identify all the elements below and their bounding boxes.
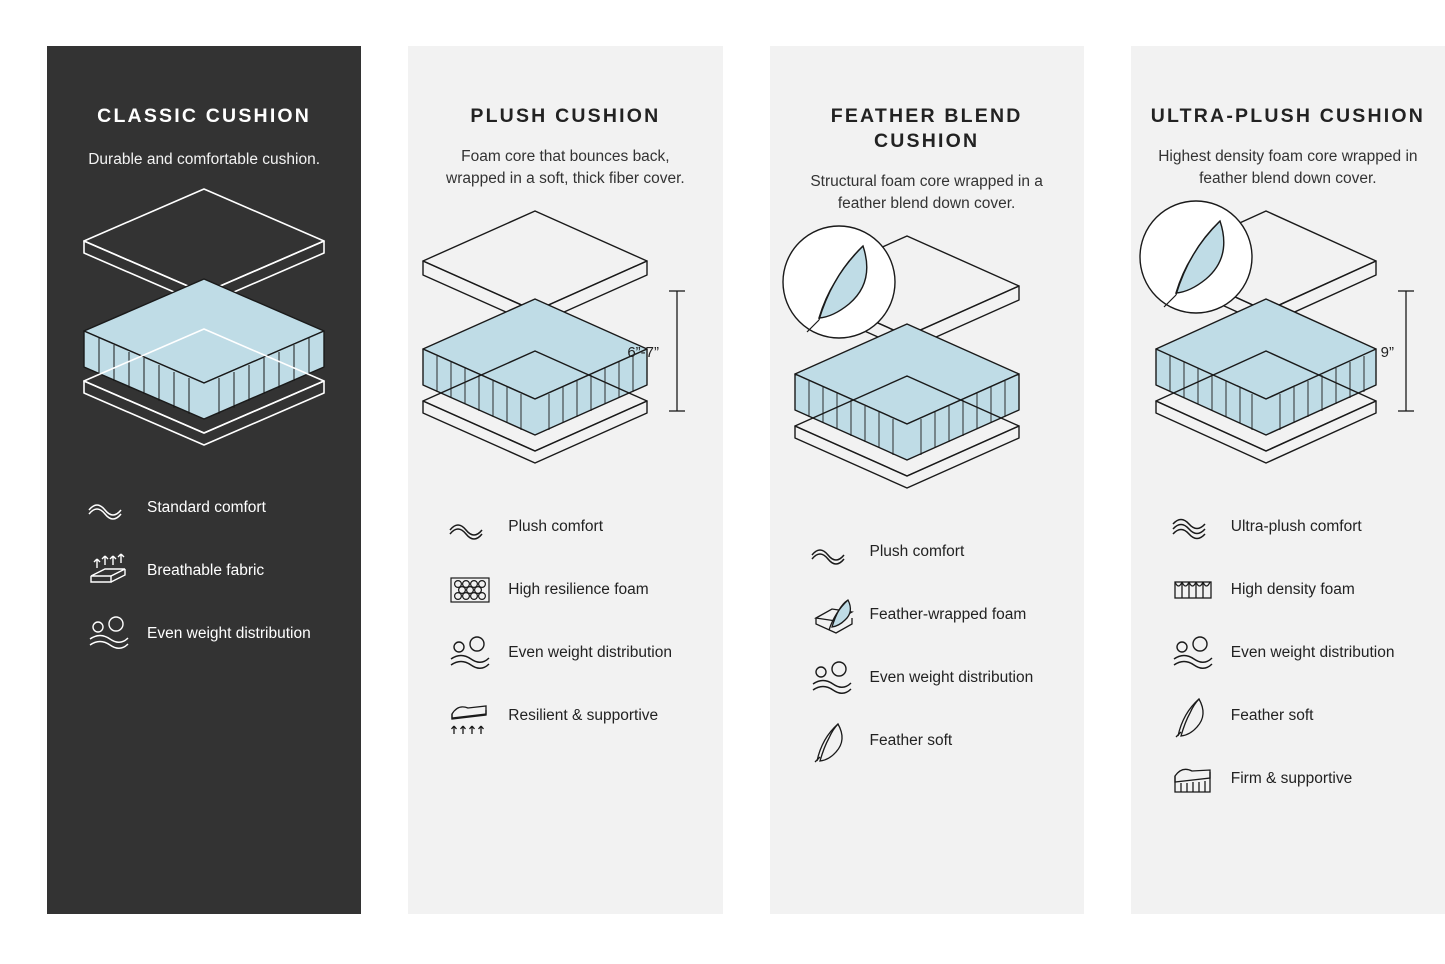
- weight-distribution-icon: [446, 633, 508, 673]
- feature-label: Resilient & supportive: [508, 707, 659, 725]
- cushion-card-classic[interactable]: [47, 46, 361, 914]
- feature-label: Plush comfort: [508, 518, 604, 536]
- list-item: [85, 548, 341, 592]
- page-title: PLUSH CUSHION: [470, 105, 661, 127]
- card-description: Foam core that bounces back, wrapped in a soft, thick fiber cover.: [446, 147, 685, 188]
- list-item: [808, 530, 1064, 574]
- weight-distribution-icon: [808, 658, 870, 698]
- list-item: [808, 719, 1064, 763]
- dimension-label: 9”: [1380, 343, 1394, 361]
- cushion-card-ultra-plush[interactable]: [1131, 46, 1445, 914]
- cushion-diagram-classic: [47, 179, 361, 479]
- wave-icon: [1169, 512, 1231, 542]
- high-density-foam-icon: [1169, 572, 1231, 608]
- list-item: [446, 694, 702, 738]
- feature-label: Feather-wrapped foam: [869, 606, 1027, 624]
- list-item: [808, 593, 1064, 637]
- list-item: [1169, 694, 1425, 738]
- list-item: [1169, 631, 1425, 675]
- feature-label: Feather soft: [869, 732, 953, 750]
- feather-wrapped-foam-icon: [808, 594, 870, 636]
- feature-label: Breathable fabric: [147, 561, 265, 579]
- feature-label: Firm & supportive: [1230, 770, 1353, 788]
- cushion-diagram-ultra-plush: [1131, 199, 1445, 499]
- feather-badge-icon: [1140, 201, 1252, 313]
- honeycomb-foam-icon: [446, 570, 508, 610]
- wave-icon: [85, 494, 147, 520]
- feature-label: Ultra-plush comfort: [1230, 518, 1362, 536]
- feature-label: Even weight distribution: [508, 644, 672, 662]
- list-item: [1169, 757, 1425, 801]
- dimension-label: 6”-7”: [627, 343, 660, 361]
- feather-badge-icon: [783, 226, 895, 338]
- list-item: [85, 611, 341, 655]
- list-item: [446, 631, 702, 675]
- list-item: [1169, 568, 1425, 612]
- resilient-support-icon: [446, 694, 508, 738]
- list-item: [85, 485, 341, 529]
- feature-list-classic: [47, 485, 361, 655]
- feature-label: Plush comfort: [869, 543, 965, 561]
- card-description: Structural foam core wrapped in a feather blend down cover.: [810, 172, 1043, 213]
- feature-list-ultra-plush: [1131, 505, 1445, 801]
- feature-label: Feather soft: [1230, 707, 1314, 725]
- wave-icon: [446, 514, 508, 540]
- list-item: [808, 656, 1064, 700]
- feature-label: High density foam: [1230, 581, 1355, 599]
- wave-icon: [808, 539, 870, 565]
- list-item: [1169, 505, 1425, 549]
- feature-label: Even weight distribution: [869, 669, 1034, 687]
- list-item: [446, 568, 702, 612]
- card-description: Durable and comfortable cushion.: [88, 150, 321, 168]
- cushion-card-plush[interactable]: [408, 46, 722, 914]
- cushion-diagram-feather-blend: [770, 224, 1084, 524]
- breathable-fabric-icon: [85, 550, 147, 590]
- weight-distribution-icon: [85, 613, 147, 653]
- page-title: FEATHER BLEND CUSHION: [830, 105, 1023, 152]
- list-item: [446, 505, 702, 549]
- page-title: CLASSIC CUSHION: [97, 105, 312, 127]
- feature-label: Standard comfort: [147, 498, 266, 516]
- feature-list-plush: [408, 505, 722, 738]
- feature-list-feather-blend: [770, 530, 1084, 763]
- page-title: ULTRA-PLUSH CUSHION: [1150, 105, 1426, 127]
- firm-support-icon: [1169, 758, 1231, 800]
- feather-icon: [1169, 694, 1231, 738]
- weight-distribution-icon: [1169, 633, 1231, 673]
- feature-label: Even weight distribution: [1230, 644, 1395, 662]
- cushion-diagram-plush: [408, 199, 722, 499]
- feature-label: Even weight distribution: [147, 624, 311, 642]
- card-description: Highest density foam core wrapped in feather blend down cover.: [1158, 147, 1418, 188]
- cushion-card-feather-blend[interactable]: [770, 46, 1084, 914]
- feather-icon: [808, 719, 870, 763]
- feature-label: High resilience foam: [508, 581, 649, 599]
